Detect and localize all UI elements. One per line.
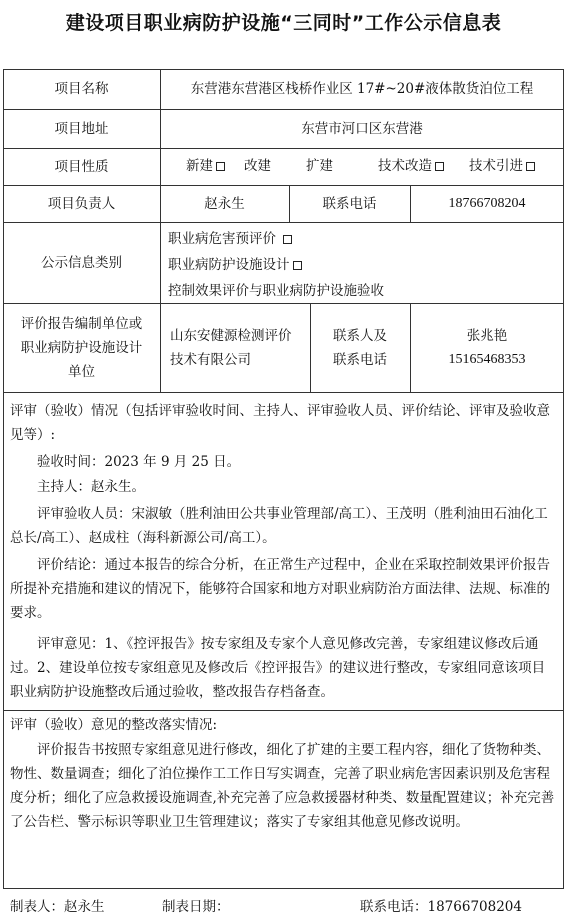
unit-contact-value — [410, 303, 564, 392]
nature-option-tech-import: 技术引进 — [469, 157, 535, 175]
review-time: 验收时间：2023 年 9 月 25 日。 — [37, 454, 241, 470]
nature-option-new: 新建 — [186, 157, 225, 175]
project-leader-label: 项目负责人 — [47, 195, 116, 212]
report-unit-label: 评价报告编制单位或职业病防护设施设计单位 — [20, 315, 143, 380]
checkbox-icon — [435, 162, 444, 171]
footer-maker: 制表人：赵永生 — [10, 899, 105, 915]
info-category-options — [160, 222, 564, 303]
footer-date: 制表日期： — [162, 899, 230, 915]
review-members: 评审验收人员：宋淑敏（胜利油田公共事业管理部/高工）、王茂明（胜利油田石油化工总长/高工）、赵成柱（海科新源公司/高工）。 — [10, 506, 548, 546]
info-category-design: 职业病防护设施设计 — [168, 256, 302, 274]
checkbox-icon — [526, 162, 535, 171]
info-category-acceptance: 控制效果评价与职业病防护设施验收 — [168, 283, 384, 299]
checkbox-icon — [293, 261, 302, 270]
report-unit-value: 山东安健源检测评价技术有限公司 — [170, 327, 292, 368]
nature-option-rebuild: 改建 — [244, 158, 271, 174]
project-name-value: 东营港东营港区栈桥作业区 17#~20#液体散货泊位工程 — [190, 81, 534, 97]
project-leader-value: 赵永生 — [204, 195, 245, 212]
project-address-value: 东营市河口区东营港 — [301, 120, 423, 137]
unit-contact-name: 张兆艳 — [466, 328, 508, 344]
review-conclusion: 评价结论：通过本报告的综合分析，在正常生产过程中，企业在采取控制效果评价报告所提补充措施和建议的情况下，能够符合国家和地方对职业病防治方面法律、法规、标准的要求。 — [10, 557, 550, 621]
checkbox-icon — [283, 235, 292, 244]
unit-contact-label: 联系人及联系电话 — [333, 327, 387, 368]
contact-phone-value: 18766708204 — [448, 195, 526, 211]
footer-phone: 联系电话：18766708204 — [360, 899, 522, 915]
project-nature-label: 项目性质 — [54, 158, 109, 175]
row-divider — [3, 710, 564, 711]
nature-option-tech-transform: 技术改造 — [378, 157, 444, 175]
info-category-preassessment: 职业病危害预评价 — [168, 230, 292, 248]
info-category-label: 公示信息类别 — [41, 254, 122, 271]
review-heading: 评审（验收）情况（包括评审验收时间、主持人、评审验收人员、评价结论、评审及验收意见等）: — [10, 403, 550, 443]
page-title: 建设项目职业病防护设施“三同时”工作公示信息表 — [65, 12, 502, 34]
rectify-body: 评价报告书按照专家组意见进行修改，细化了扩建的主要工程内容，细化了货物种类、物性、数量调查；细化了泊位操作工工作日写实调查，完善了职业病危害因素识别及危害程度分析；细化了应急救援设施调查,补充完善了应急救援器材种类、数量配置建议；补充完善了公告栏、警示标识等职业卫生管理建议；落实了专家组其他意见修改说明。 — [10, 742, 555, 830]
unit-contact-phone: 15165468353 — [448, 352, 526, 367]
review-opinion: 评审意见：1、《控评报告》按专家组及专家个人意见修改完善，专家组建议修改后通过。2、建设单位按专家组意见及修改后《控评报告》的建议进行整改，专家组同意该项目职业病防护设施整改后通过验收，整改报告存档备查。 — [10, 636, 546, 700]
checkbox-icon — [216, 162, 225, 171]
project-address-label: 项目地址 — [54, 120, 109, 137]
row-divider — [3, 392, 564, 393]
project-nature-options — [160, 148, 564, 185]
review-host: 主持人：赵永生。 — [37, 479, 145, 495]
project-name-label: 项目名称 — [54, 81, 109, 97]
nature-option-expand: 扩建 — [306, 158, 333, 174]
contact-phone-label: 联系电话 — [322, 195, 377, 212]
rectify-heading: 评审（验收）意见的整改落实情况: — [10, 717, 218, 733]
